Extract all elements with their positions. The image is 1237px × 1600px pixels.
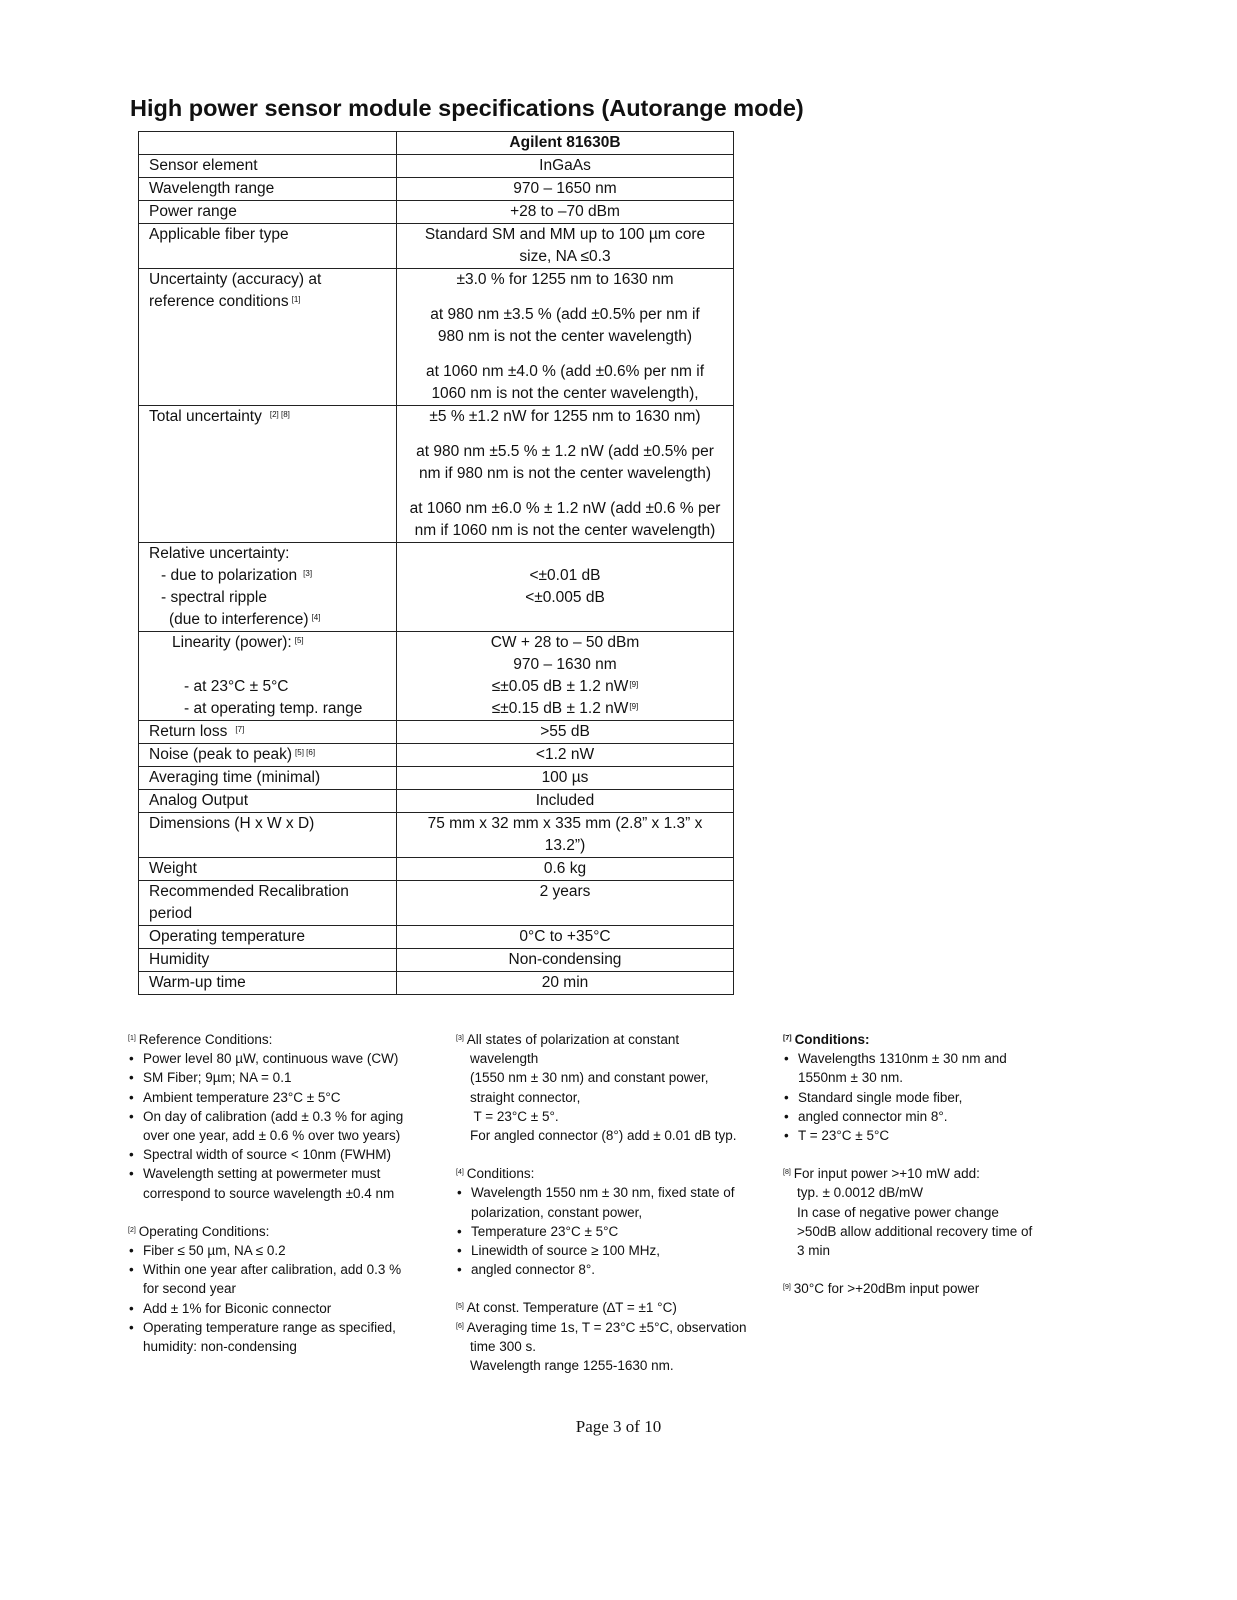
table-row — [139, 269, 734, 406]
list-item: • Within one year after calibration, add 0.3 % for second year — [128, 1260, 418, 1298]
footnote-heading — [783, 1030, 1058, 1049]
list-item: • SM Fiber; 9µm; NA = 0.1 — [128, 1068, 418, 1087]
row-label — [139, 406, 397, 543]
value-line: nm if 1060 nm is not the center wavelength) — [414, 522, 716, 539]
footnote-heading — [456, 1318, 766, 1337]
footnote-line: 3 min — [797, 1243, 831, 1259]
value-line: 75 mm x 32 mm x 335 mm (2.8” x 1.3” x — [427, 815, 703, 832]
footnote-line: >50dB allow additional recovery time of — [797, 1223, 1033, 1239]
footnote-title: Conditions: — [466, 1166, 535, 1182]
table-row — [139, 881, 734, 926]
row-value: <1.2 nW — [397, 744, 734, 767]
footnote-ref: [2] [8] — [269, 410, 290, 419]
table-row — [139, 744, 734, 767]
table-row — [139, 949, 734, 972]
table-row — [139, 721, 734, 744]
row-label — [139, 543, 397, 632]
value-line: <±0.005 dB — [525, 589, 605, 606]
footnote-title: Conditions: — [794, 1032, 870, 1047]
row-value — [397, 543, 734, 632]
value-line: <±0.01 dB — [529, 567, 601, 584]
row-value: 0.6 kg — [397, 858, 734, 881]
footnotes-column-3 — [783, 1030, 1058, 1298]
list-item: • Standard single mode fiber, — [783, 1088, 1058, 1107]
value-line — [407, 543, 723, 565]
footnote-9 — [783, 1279, 1058, 1298]
footnote-8 — [783, 1164, 1058, 1260]
table-row — [139, 201, 734, 224]
footnote-2 — [128, 1222, 418, 1356]
value-line: 980 nm is not the center wavelength) — [437, 328, 693, 345]
footnote-1 — [128, 1030, 418, 1203]
list-item: • Operating temperature range as specified, humidity: non-condensing — [128, 1318, 418, 1356]
label-text: - due to polarization — [161, 567, 298, 584]
table-header-row — [139, 132, 734, 155]
list-item: • Power level 80 µW, continuous wave (CW) — [128, 1049, 418, 1068]
table-row — [139, 858, 734, 881]
list-item: • On day of calibration (add ± 0.3 % for aging over one year, add ± 0.6 % over two years) — [128, 1107, 418, 1145]
table-row — [139, 224, 734, 269]
footnote-heading — [128, 1222, 418, 1241]
label-line: Recommended Recalibration — [149, 883, 349, 900]
footnote-heading — [456, 1298, 766, 1317]
row-label: Power range — [139, 201, 397, 224]
label-line: - at 23°C ± 5°C — [184, 678, 289, 695]
footnote-text: All states of polarization at constant — [466, 1032, 680, 1047]
footnote-line: (1550 nm ± 30 nm) and constant power, — [470, 1070, 709, 1086]
footnote-list — [783, 1049, 1058, 1145]
label-text: Noise (peak to peak) — [149, 746, 293, 763]
footnote-ref: [5] — [294, 636, 304, 645]
list-item: • Fiber ≤ 50 µm, NA ≤ 0.2 — [128, 1241, 418, 1260]
footnote-list — [456, 1183, 766, 1279]
footnote-ref: [7] — [783, 1035, 792, 1042]
list-item: • angled connector 8°. — [456, 1260, 766, 1279]
list-item: • Wavelengths 1310nm ± 30 nm and 1550nm ± 30 nm. — [783, 1049, 1058, 1087]
value-line: ±3.0 % for 1255 nm to 1630 nm — [456, 271, 674, 288]
row-label: Operating temperature — [139, 926, 397, 949]
label-line: - spectral ripple — [161, 589, 267, 606]
footnote-line: straight connector, — [470, 1089, 581, 1105]
footnote-ref: [9] — [629, 702, 639, 711]
list-item: • Add ± 1% for Biconic connector — [128, 1299, 418, 1318]
row-label — [139, 632, 397, 721]
table-row — [139, 813, 734, 858]
footnote-ref: [7] — [235, 725, 245, 734]
value-line: 1060 nm is not the center wavelength), — [431, 385, 699, 402]
footnote-5 — [456, 1298, 766, 1317]
footnote-line: In case of negative power change — [797, 1204, 999, 1220]
footnote-ref: [1] — [128, 1035, 136, 1042]
table-row — [139, 543, 734, 632]
row-value: 970 – 1650 nm — [397, 178, 734, 201]
row-value: Non-condensing — [397, 949, 734, 972]
row-label — [139, 721, 397, 744]
footnote-ref: [9] — [783, 1284, 791, 1292]
row-value — [397, 224, 734, 269]
row-label: Humidity — [139, 949, 397, 972]
footnote-4 — [456, 1164, 766, 1279]
table-row — [139, 790, 734, 813]
list-item: • Temperature 23°C ± 5°C — [456, 1222, 766, 1241]
label-line — [149, 291, 386, 313]
footnote-ref: [4] — [311, 613, 321, 622]
footnote-ref: [4] — [456, 1169, 464, 1177]
footnotes-column-2 — [456, 1030, 766, 1375]
label-line — [149, 609, 386, 631]
footnote-ref: [3] — [456, 1035, 464, 1042]
footnote-text: Averaging time 1s, T = 23°C ±5°C, observation — [466, 1319, 747, 1335]
row-value: 2 years — [397, 881, 734, 926]
row-value: +28 to –70 dBm — [397, 201, 734, 224]
row-label: Averaging time (minimal) — [139, 767, 397, 790]
value-line: 13.2”) — [544, 837, 586, 854]
table-row — [139, 926, 734, 949]
list-item: • angled connector min 8°. — [783, 1107, 1058, 1126]
row-label — [139, 881, 397, 926]
value-text: ≤±0.15 dB ± 1.2 nW — [491, 700, 629, 717]
value-line: Standard SM and MM up to 100 µm core — [424, 226, 706, 243]
footnote-list — [128, 1241, 418, 1356]
value-line: nm if 980 nm is not the center wavelength) — [418, 465, 712, 482]
row-value: >55 dB — [397, 721, 734, 744]
footnote-title: Reference Conditions: — [138, 1032, 273, 1047]
table-row — [139, 178, 734, 201]
row-value — [397, 406, 734, 543]
value-line — [407, 698, 723, 720]
list-item: • Wavelength setting at powermeter must correspond to source wavelength ±0.4 nm — [128, 1164, 418, 1202]
row-value — [397, 269, 734, 406]
label-line — [149, 654, 386, 676]
label-line: - at operating temp. range — [184, 700, 363, 717]
footnote-text: 30°C for >+20dBm input power — [793, 1281, 980, 1297]
label-text: (due to interference) — [169, 611, 309, 628]
footnote-heading — [783, 1164, 1058, 1183]
value-line: at 980 nm ±5.5 % ± 1.2 nW (add ±0.5% per — [416, 443, 714, 460]
footnote-heading — [128, 1030, 418, 1049]
spec-table — [138, 131, 734, 995]
label-line: Relative uncertainty: — [149, 545, 290, 562]
footnote-ref: [3] — [303, 569, 313, 578]
row-value — [397, 632, 734, 721]
footnote-ref: [9] — [629, 680, 639, 689]
footnote-ref: [5] [6] — [295, 748, 316, 757]
label-text: Return loss — [149, 723, 228, 740]
footnote-ref: [6] — [456, 1322, 464, 1330]
page-title: High power sensor module specifications (Autorange mode) — [130, 95, 804, 121]
header-empty-cell — [139, 132, 397, 155]
footnote-text: At const. Temperature (∆T = ±1 °C) — [466, 1300, 677, 1316]
list-item: • T = 23°C ± 5°C — [783, 1126, 1058, 1145]
footnote-7 — [783, 1030, 1058, 1145]
footnote-heading — [456, 1164, 766, 1183]
row-label: Warm-up time — [139, 972, 397, 995]
row-value: 100 µs — [397, 767, 734, 790]
footnote-text: For input power >+10 mW add: — [793, 1166, 980, 1182]
list-item: • Spectral width of source < 10nm (FWHM) — [128, 1145, 418, 1164]
label-text: Total uncertainty — [149, 408, 262, 425]
row-label: Analog Output — [139, 790, 397, 813]
footnote-ref: [5] — [456, 1303, 464, 1311]
table-row — [139, 767, 734, 790]
footnote-ref: [2] — [128, 1226, 136, 1234]
label-line — [149, 632, 386, 654]
value-line: size, NA ≤0.3 — [519, 248, 611, 265]
label-line: Uncertainty (accuracy) at — [149, 271, 322, 288]
footnote-3 — [456, 1030, 766, 1145]
value-line — [407, 676, 723, 698]
footnotes-column-1 — [128, 1030, 418, 1375]
list-item: • Ambient temperature 23°C ± 5°C — [128, 1088, 418, 1107]
label-line: period — [149, 905, 193, 922]
list-item: • Linewidth of source ≥ 100 MHz, — [456, 1241, 766, 1260]
footnote-title: Operating Conditions: — [138, 1223, 270, 1239]
footnote-list — [128, 1049, 418, 1203]
row-value: InGaAs — [397, 155, 734, 178]
footnote-line: typ. ± 0.0012 dB/mW — [797, 1185, 923, 1201]
table-row — [139, 406, 734, 543]
value-line: ±5 % ±1.2 nW for 1255 nm to 1630 nm) — [429, 408, 701, 425]
page-number: Page 3 of 10 — [575, 1417, 662, 1436]
footnote-heading — [783, 1279, 1058, 1298]
value-line: at 980 nm ±3.5 % (add ±0.5% per nm if — [430, 306, 700, 323]
model-header: Agilent 81630B — [397, 132, 734, 155]
row-value: 0°C to +35°C — [397, 926, 734, 949]
footnote-6 — [456, 1318, 766, 1376]
value-line: 970 – 1630 nm — [513, 656, 617, 673]
row-label: Weight — [139, 858, 397, 881]
value-text: ≤±0.05 dB ± 1.2 nW — [491, 678, 629, 695]
footnote-line: time 300 s. — [470, 1338, 537, 1354]
table-row — [139, 632, 734, 721]
footnote-line: T = 23°C ± 5°. — [470, 1108, 559, 1124]
label-text: Linearity (power): — [172, 634, 292, 651]
row-label: Applicable fiber type — [139, 224, 397, 269]
list-item: • Wavelength 1550 nm ± 30 nm, fixed state of polarization, constant power, — [456, 1183, 766, 1221]
row-value: Included — [397, 790, 734, 813]
value-line: CW + 28 to – 50 dBm — [490, 634, 640, 651]
row-value: 20 min — [397, 972, 734, 995]
row-label: Wavelength range — [139, 178, 397, 201]
label-line — [149, 565, 386, 587]
footnote-heading — [456, 1030, 766, 1049]
footnote-line: For angled connector (8°) add ± 0.01 dB typ. — [470, 1128, 737, 1144]
value-line: at 1060 nm ±6.0 % ± 1.2 nW (add ±0.6 % per — [409, 500, 721, 517]
row-value — [397, 813, 734, 858]
row-label: Dimensions (H x W x D) — [139, 813, 397, 858]
footnote-ref: [1] — [291, 295, 301, 304]
footnote-line: Wavelength range 1255-1630 nm. — [470, 1358, 674, 1374]
row-label: Sensor element — [139, 155, 397, 178]
footnote-line: wavelength — [470, 1051, 539, 1067]
table-row — [139, 155, 734, 178]
value-line: at 1060 nm ±4.0 % (add ±0.6% per nm if — [425, 363, 705, 380]
row-label — [139, 269, 397, 406]
label-text: reference conditions — [149, 293, 289, 310]
table-row — [139, 972, 734, 995]
row-label — [139, 744, 397, 767]
footnote-ref: [8] — [783, 1169, 791, 1177]
